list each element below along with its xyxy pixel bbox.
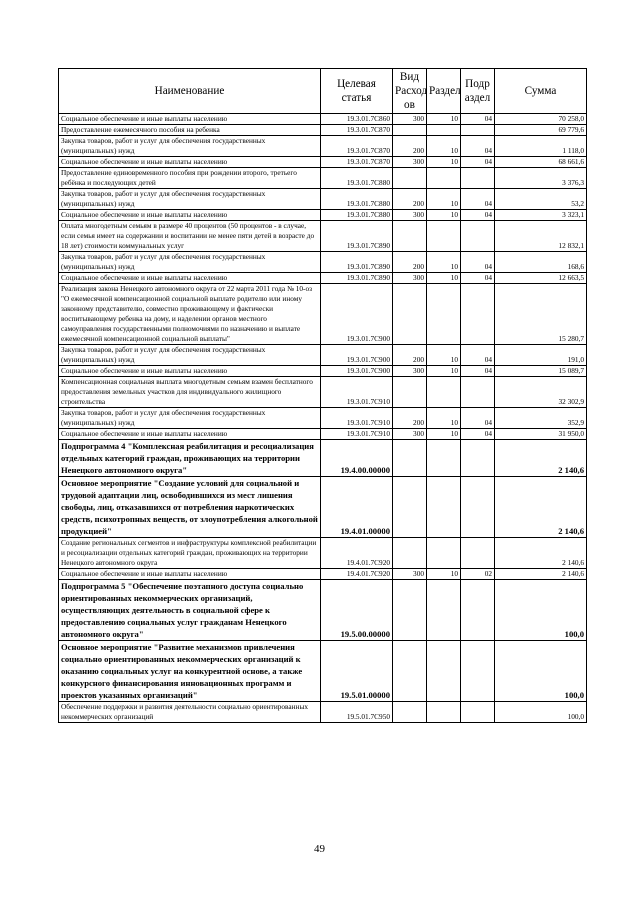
cell-expense-type: 200 — [393, 189, 427, 210]
table-header-row — [59, 69, 587, 114]
cell-name: Закупка товаров, работ и услуг для обеспечения государственных (муниципальных) нужд — [59, 345, 321, 366]
cell-subsection: 04 — [461, 210, 495, 221]
cell-section — [427, 377, 461, 408]
cell-section — [427, 538, 461, 569]
cell-expense-type: 200 — [393, 345, 427, 366]
cell-subsection — [461, 477, 495, 538]
cell-expense-type: 300 — [393, 157, 427, 168]
cell-section: 10 — [427, 210, 461, 221]
cell-name: Социальное обеспечение и иные выплаты населению — [59, 114, 321, 125]
cell-name: Основное мероприятие "Создание условий для социальной и трудовой адаптации лиц, освободившихся из мест лишения свободы, лиц, отказавшихся от потребления наркотических средств, психотропных веществ, от злоупотребления алкогольной продукцией" — [59, 477, 321, 538]
cell-name: Подпрограмма 4 "Комплексная реабилитация и ресоциализация отдельных категорий граждан, проживающих на территории Ненецкого автономного округа" — [59, 440, 321, 477]
cell-target-article: 19.5.00.00000 — [321, 580, 393, 641]
cell-target-article: 19.3.01.7C900 — [321, 284, 393, 345]
cell-name: Предоставление ежемесячного пособия на ребенка — [59, 125, 321, 136]
cell-subsection: 04 — [461, 429, 495, 440]
cell-section — [427, 440, 461, 477]
cell-expense-type — [393, 580, 427, 641]
cell-target-article: 19.4.01.7C920 — [321, 569, 393, 580]
cell-section — [427, 580, 461, 641]
cell-target-article: 19.3.01.7C890 — [321, 221, 393, 252]
cell-name: Обеспечение поддержки и развития деятельности социально ориентированных некоммерческих организаций — [59, 702, 321, 723]
cell-name: Предоставление единовременного пособия при рождении второго, третьего ребёнка и последующих детей — [59, 168, 321, 189]
cell-target-article: 19.3.01.7C910 — [321, 408, 393, 429]
cell-subsection — [461, 702, 495, 723]
cell-name: Подпрограмма 5 "Обеспечение поэтапного доступа социально ориентированных некоммерческих организаций, осуществляющих деятельность в социальной сфере к предоставлению социальных услуг гражданам Ненецкого автономного округа" — [59, 580, 321, 641]
cell-name: Закупка товаров, работ и услуг для обеспечения государственных (муниципальных) нужд — [59, 408, 321, 429]
cell-target-article: 19.3.01.7C890 — [321, 273, 393, 284]
cell-amount: 3 376,3 — [495, 168, 587, 189]
cell-amount: 2 140,6 — [495, 569, 587, 580]
cell-subsection — [461, 440, 495, 477]
cell-expense-type: 300 — [393, 114, 427, 125]
cell-expense-type: 300 — [393, 273, 427, 284]
cell-expense-type — [393, 168, 427, 189]
cell-amount: 32 302,9 — [495, 377, 587, 408]
cell-target-article: 19.3.01.7C870 — [321, 136, 393, 157]
cell-expense-type — [393, 284, 427, 345]
cell-subsection — [461, 284, 495, 345]
cell-section: 10 — [427, 136, 461, 157]
cell-expense-type — [393, 538, 427, 569]
header-section: Раздел — [427, 69, 461, 114]
cell-subsection: 04 — [461, 189, 495, 210]
cell-section: 10 — [427, 189, 461, 210]
table-row — [59, 136, 587, 157]
cell-amount: 2 140,6 — [495, 477, 587, 538]
cell-expense-type — [393, 440, 427, 477]
cell-expense-type — [393, 641, 427, 702]
cell-amount: 15 089,7 — [495, 366, 587, 377]
cell-subsection: 04 — [461, 157, 495, 168]
cell-subsection: 04 — [461, 366, 495, 377]
cell-section — [427, 168, 461, 189]
cell-expense-type: 300 — [393, 210, 427, 221]
cell-subsection: 04 — [461, 408, 495, 429]
cell-name: Оплата многодетным семьям в размере 40 процентов (50 процентов - в случае, если семья имеет на содержании и воспитании не менее пяти детей в возрасте до 18 лет) стоимости коммунальных услуг — [59, 221, 321, 252]
cell-amount: 3 323,1 — [495, 210, 587, 221]
cell-amount: 69 779,6 — [495, 125, 587, 136]
cell-target-article: 19.3.01.7C880 — [321, 168, 393, 189]
cell-subsection — [461, 125, 495, 136]
table-row — [59, 377, 587, 408]
cell-amount: 100,0 — [495, 641, 587, 702]
cell-amount: 2 140,6 — [495, 538, 587, 569]
cell-section — [427, 284, 461, 345]
table-body — [59, 114, 587, 723]
cell-name: Реализация закона Ненецкого автономного округа от 22 марта 2011 года № 10-оз "О ежемесячной компенсационной социальной выплате родителю или иному законному представителю, совместно проживающему и фактически воспитывающему ребенка на дому, и наделении органов местного самоуправления государственными полномочиями по назначению и выплате ежемесячной компенсационной социальной выплаты" — [59, 284, 321, 345]
cell-expense-type: 300 — [393, 366, 427, 377]
table-row — [59, 702, 587, 723]
cell-amount: 100,0 — [495, 702, 587, 723]
header-name: Наименование — [59, 69, 321, 114]
table-row — [59, 252, 587, 273]
cell-expense-type — [393, 221, 427, 252]
cell-name: Закупка товаров, работ и услуг для обеспечения государственных (муниципальных) нужд — [59, 252, 321, 273]
cell-section: 10 — [427, 252, 461, 273]
table-row — [59, 440, 587, 477]
cell-subsection — [461, 538, 495, 569]
cell-name: Создание региональных сегментов и инфраструктуры комплексной реабилитации и ресоциализации отдельных категорий граждан, проживающих на территории Ненецкого автономного округа — [59, 538, 321, 569]
cell-target-article: 19.3.01.7C870 — [321, 125, 393, 136]
cell-section — [427, 221, 461, 252]
cell-target-article: 19.3.01.7C880 — [321, 210, 393, 221]
cell-section: 10 — [427, 157, 461, 168]
cell-amount: 191,0 — [495, 345, 587, 366]
cell-section — [427, 477, 461, 538]
table-row — [59, 345, 587, 366]
table-row — [59, 429, 587, 440]
cell-target-article: 19.4.01.7C920 — [321, 538, 393, 569]
page-number: 49 — [314, 843, 325, 855]
table-row — [59, 366, 587, 377]
cell-amount: 1 118,0 — [495, 136, 587, 157]
cell-expense-type — [393, 377, 427, 408]
cell-section — [427, 702, 461, 723]
cell-amount: 100,0 — [495, 580, 587, 641]
cell-subsection — [461, 580, 495, 641]
cell-name: Закупка товаров, работ и услуг для обеспечения государственных (муниципальных) нужд — [59, 136, 321, 157]
cell-subsection — [461, 377, 495, 408]
budget-table — [58, 68, 587, 723]
cell-target-article: 19.3.01.7C890 — [321, 252, 393, 273]
cell-target-article: 19.5.01.7C950 — [321, 702, 393, 723]
cell-subsection: 04 — [461, 136, 495, 157]
cell-target-article: 19.3.01.7C870 — [321, 157, 393, 168]
cell-subsection: 02 — [461, 569, 495, 580]
cell-name: Социальное обеспечение и иные выплаты населению — [59, 366, 321, 377]
cell-section: 10 — [427, 345, 461, 366]
cell-section: 10 — [427, 408, 461, 429]
table-row — [59, 580, 587, 641]
cell-section: 10 — [427, 273, 461, 284]
cell-amount: 53,2 — [495, 189, 587, 210]
cell-section: 10 — [427, 569, 461, 580]
cell-target-article: 19.3.01.7C860 — [321, 114, 393, 125]
table-row — [59, 641, 587, 702]
cell-name: Социальное обеспечение и иные выплаты населению — [59, 569, 321, 580]
table-row — [59, 538, 587, 569]
cell-amount: 2 140,6 — [495, 440, 587, 477]
cell-amount: 68 661,6 — [495, 157, 587, 168]
table-row — [59, 157, 587, 168]
cell-name: Социальное обеспечение и иные выплаты населению — [59, 273, 321, 284]
cell-section: 10 — [427, 114, 461, 125]
cell-target-article: 19.3.01.7C910 — [321, 377, 393, 408]
cell-target-article: 19.3.01.7C900 — [321, 345, 393, 366]
table-row — [59, 408, 587, 429]
table-row — [59, 125, 587, 136]
cell-expense-type — [393, 702, 427, 723]
header-target-article: Целевая статья — [321, 69, 393, 114]
cell-target-article: 19.3.01.7C880 — [321, 189, 393, 210]
table-row — [59, 221, 587, 252]
cell-expense-type — [393, 477, 427, 538]
header-amount: Сумма — [495, 69, 587, 114]
cell-name: Социальное обеспечение и иные выплаты населению — [59, 157, 321, 168]
cell-name: Закупка товаров, работ и услуг для обеспечения государственных (муниципальных) нужд — [59, 189, 321, 210]
cell-target-article: 19.3.01.7C900 — [321, 366, 393, 377]
cell-expense-type: 200 — [393, 136, 427, 157]
cell-target-article: 19.4.01.00000 — [321, 477, 393, 538]
table-row — [59, 477, 587, 538]
cell-target-article: 19.4.00.00000 — [321, 440, 393, 477]
cell-section — [427, 125, 461, 136]
cell-section: 10 — [427, 429, 461, 440]
table-row — [59, 114, 587, 125]
cell-subsection: 04 — [461, 345, 495, 366]
header-subsection: Подр аздел — [461, 69, 495, 114]
cell-target-article: 19.5.01.00000 — [321, 641, 393, 702]
cell-amount: 12 663,5 — [495, 273, 587, 284]
cell-section — [427, 641, 461, 702]
header-expense-type: Вид Расход ов — [393, 69, 427, 114]
cell-amount: 168,6 — [495, 252, 587, 273]
cell-amount: 352,9 — [495, 408, 587, 429]
cell-amount: 15 280,7 — [495, 284, 587, 345]
cell-subsection — [461, 221, 495, 252]
cell-expense-type: 300 — [393, 429, 427, 440]
cell-subsection: 04 — [461, 252, 495, 273]
table-row — [59, 210, 587, 221]
cell-subsection: 04 — [461, 114, 495, 125]
cell-subsection — [461, 641, 495, 702]
table-row — [59, 569, 587, 580]
cell-section: 10 — [427, 366, 461, 377]
table-row — [59, 168, 587, 189]
table-row — [59, 284, 587, 345]
cell-expense-type: 300 — [393, 569, 427, 580]
cell-name: Компенсационная социальная выплата многодетным семьям взамен бесплатного предоставления земельных участков для индивидуального жилищного строительства — [59, 377, 321, 408]
cell-name: Социальное обеспечение и иные выплаты населению — [59, 429, 321, 440]
table-row — [59, 189, 587, 210]
cell-subsection — [461, 168, 495, 189]
cell-expense-type — [393, 125, 427, 136]
cell-name: Социальное обеспечение и иные выплаты населению — [59, 210, 321, 221]
cell-amount: 70 258,0 — [495, 114, 587, 125]
cell-expense-type: 200 — [393, 252, 427, 273]
cell-subsection: 04 — [461, 273, 495, 284]
cell-name: Основное мероприятие "Развитие механизмов привлечения социально ориентированных некоммерческих организаций к оказанию социальных услуг на конкурентной основе, а также конкурсного финансирования инновационных программ и проектов указанных организаций" — [59, 641, 321, 702]
cell-amount: 12 832,1 — [495, 221, 587, 252]
cell-amount: 31 950,0 — [495, 429, 587, 440]
cell-target-article: 19.3.01.7C910 — [321, 429, 393, 440]
cell-expense-type: 200 — [393, 408, 427, 429]
table-row — [59, 273, 587, 284]
